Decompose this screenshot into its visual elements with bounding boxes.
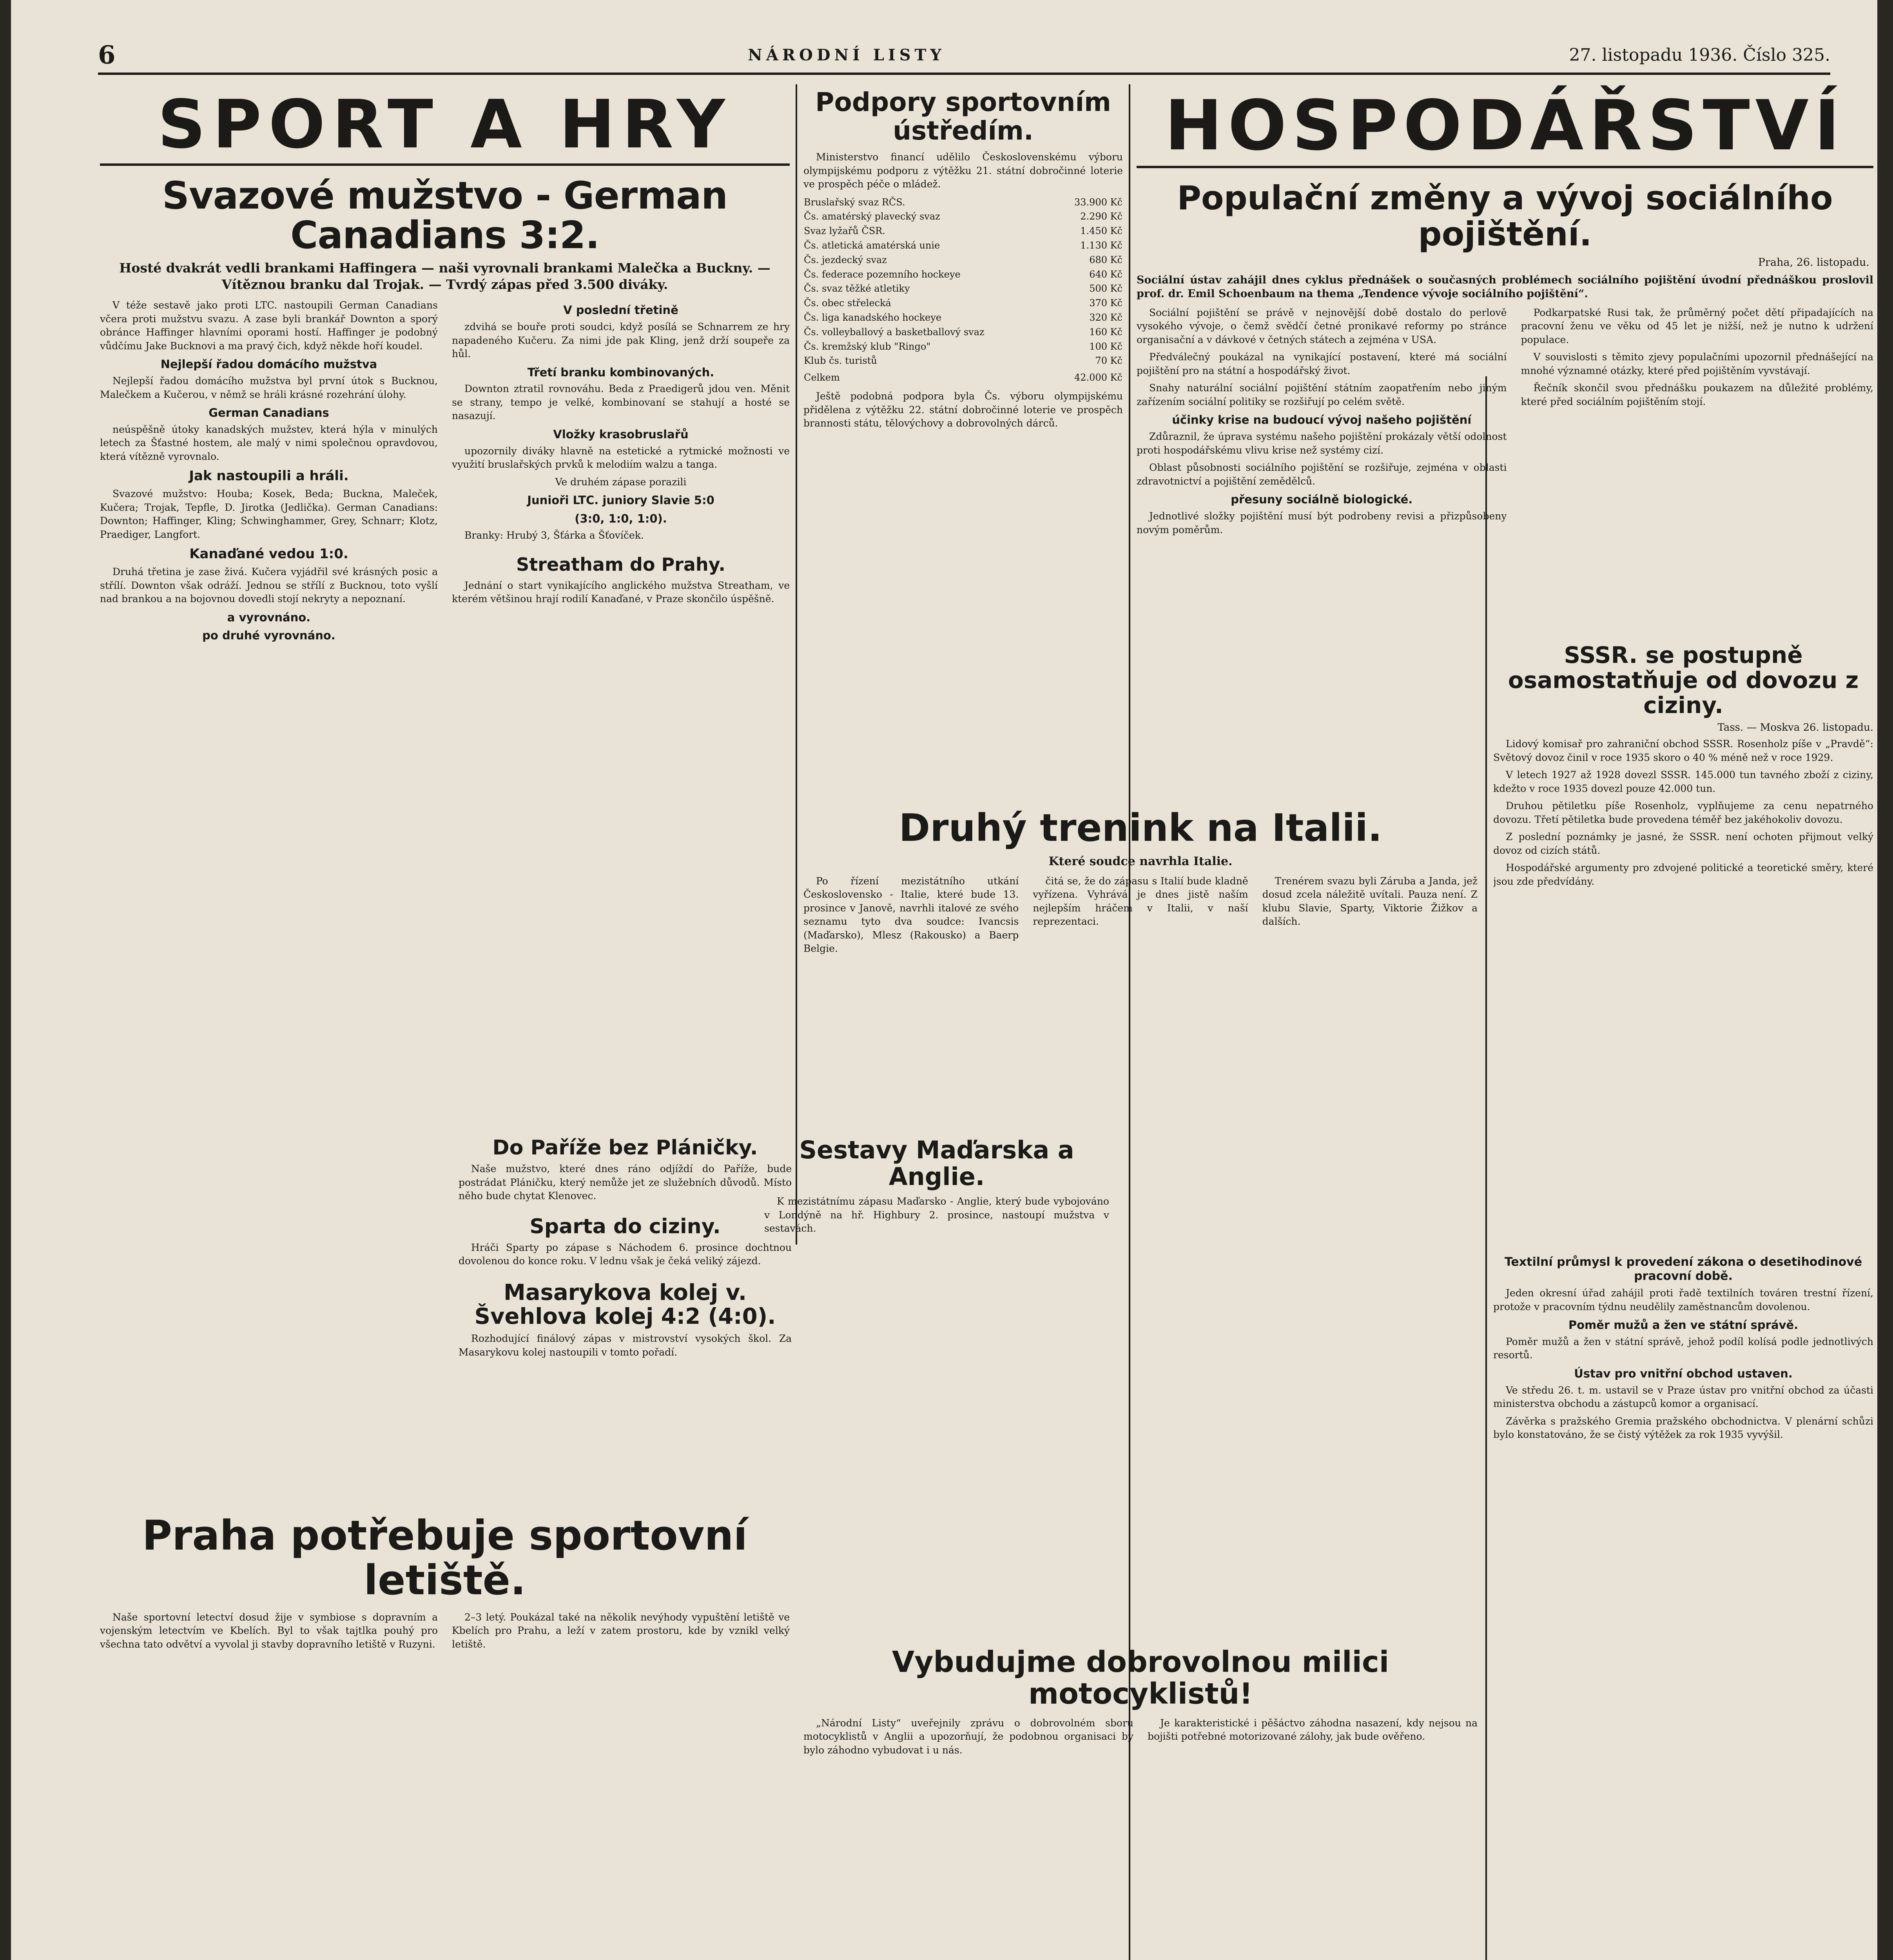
letiste-article bbox=[100, 1513, 790, 1960]
paragraph: Jeden okresní úřad zahájil proti řadě textilních továren trestní řízení, protože v pracovním týdnu neudělily zaměstnancům dovolenou. bbox=[1493, 1287, 1873, 1312]
paragraph: 2–3 letý. Poukázal také na několik nevýhody vypuštění letiště ve Kbelích pro Prahu, a leží v zatem prostoru, kde by vznikl velký letiště. bbox=[452, 1611, 790, 1650]
subheading: Jak nastoupili a hráli. bbox=[189, 468, 349, 484]
motocyklisti-article bbox=[803, 1646, 1478, 1960]
article-column bbox=[1493, 737, 1873, 892]
subsidy-row bbox=[803, 296, 1123, 310]
subheading: Kanaďané vedou 1:0. bbox=[189, 546, 348, 562]
club-amount: 370 Kč bbox=[1089, 298, 1122, 309]
paragraph: Downton ztratil rovnováhu. Beda z Praedigerů jdou ven. Měnit se strany, tempo je velké, kombinovaní se stahují a hosté se nasazují. bbox=[452, 383, 790, 422]
scan-edge-left bbox=[0, 0, 11, 1960]
subsidy-row bbox=[803, 281, 1123, 296]
paragraph: Hospodářské argumenty pro zdvojené politické a teoretické směry, které jsou zde předvídány. bbox=[1493, 862, 1873, 887]
subsidy-row bbox=[803, 253, 1123, 267]
subheading: V poslední třetině bbox=[563, 303, 678, 317]
club-name: Čs. svaz těžké atletiky bbox=[804, 283, 910, 294]
club-name: Klub čs. turistů bbox=[804, 355, 877, 367]
page-number: 6 bbox=[98, 40, 116, 70]
subheading: Textilní průmysl k provedení zákona o desetihodinové pracovní době. bbox=[1504, 1255, 1862, 1283]
subheading: Poměr mužů a žen ve státní správě. bbox=[1568, 1318, 1799, 1332]
sport-main-article bbox=[100, 84, 790, 1241]
subheading: účinky krise na budoucí vývoj našeho pojištění bbox=[1172, 413, 1472, 427]
subheading: přesuny sociálně biologické. bbox=[1231, 493, 1413, 506]
paragraph: Ministerstvo financí udělilo Československému výboru olympijskému podporu z výtěžku 21. státní dobročinné loterie ve prospěch péče o mládež. bbox=[803, 151, 1123, 190]
subheading: Junioři LTC. juniory Slavie 5:0 bbox=[527, 494, 714, 507]
club-amount: 500 Kč bbox=[1089, 283, 1122, 294]
paragraph: Podkarpatské Rusi tak, že průměrný počet dětí připadajících na pracovní ženu ve věku od 45 let je nižší, než je nutno k udržení populace. bbox=[1521, 307, 1873, 345]
subsidy-row bbox=[803, 238, 1123, 253]
club-amount: 680 Kč bbox=[1089, 254, 1122, 265]
club-amount: 33.900 Kč bbox=[1074, 196, 1122, 208]
hospodarstvi-headline: Populační změny a vývoj sociálního pojištění. bbox=[1177, 179, 1833, 254]
club-name: Čs. amatérský plavecký svaz bbox=[804, 211, 940, 222]
paragraph: neúspěšně útoky kanadských mužstev, která hýla v minulých letech za Šťastné hostem, ale malý v nimi společnou opravdovou, která vítězně vyrovnalo. bbox=[100, 423, 438, 462]
masthead: NÁRODNÍ LISTY bbox=[748, 45, 945, 64]
sestavy-article bbox=[764, 1137, 1109, 1568]
paragraph: Jednotlivé složky pojištění musí být podrobeny revisi a přizpůsobeny novým poměrům. bbox=[1137, 510, 1507, 535]
page-header bbox=[98, 37, 1830, 75]
article-column bbox=[459, 1162, 792, 1207]
article-column bbox=[452, 299, 790, 1240]
hospodarstvi-section-title: HOSPODÁŘSTVÍ bbox=[1137, 84, 1873, 168]
paragraph: Po řízení mezistátního utkání Československo - Italie, které bude 13. prosince v Janově, navrhli italové ze svého seznamu tyto dva soudce: Ivancsis (Maďarsko), Mlesz (Rakousko) a Baerp Belgie. bbox=[803, 875, 1019, 955]
paragraph: Svazové mužstvo: Houba; Kosek, Beda; Buckna, Maleček, Kučera; Trojak, Tepfle, D. Jirotka (Jedlička). German Canadians: Downton; Haffinger, Kling; Schwinghammer, Grey, Schnarr; Klotz, Praediger, Langfort. bbox=[100, 488, 438, 540]
paragraph: V téže sestavě jako proti LTC. nastoupili German Canadians včera proti mužstvu svazu. A zase byli brankář Downton a sporý obránce Haffinger hlavními oporami hostí. Haffinger je podobný vůdčímu Jake Bucknovi a ma pravý čich, když někde hoří koudel. bbox=[100, 299, 438, 352]
paragraph: Ještě podobná podpora byla Čs. výboru olympijskému přidělena z výtěžku 22. státní dobročinné loterie ve prospěch brannosti státu, tělovýchovy a dobrovolných dárců. bbox=[803, 390, 1123, 429]
paragraph: Trenérem svazu byli Záruba a Janda, jež dosud zcela náležitě uvítali. Pauza není. Z klubu Slavie, Sparty, Viktorie Žižkov a dalších. bbox=[1262, 875, 1478, 927]
paragraph: Sociální pojištění se právě v nejnovější době dostalo do perlově vysokého vývoje, o čemž svědčí četné pronikavé reformy po stránce organisační a v dávkové v četných státech a zejména v USA. bbox=[1137, 307, 1507, 345]
sssr-article bbox=[1493, 643, 1873, 1247]
issue-date: 27. listopadu 1936. Číslo 325. bbox=[1569, 45, 1830, 65]
article-column bbox=[803, 151, 1123, 434]
paragraph: Branky: Hrubý 3, Šťárka a Šťovíček. bbox=[464, 529, 644, 541]
club-amount: 2.290 Kč bbox=[1080, 211, 1122, 222]
paragraph: Z poslední poznámky je jasné, že SSSR. není ochoten přijmout velký dovoz od cizích států. bbox=[1493, 831, 1873, 856]
trenink-headline: Druhý trenink na Italii. bbox=[899, 808, 1382, 850]
sparta-headline: Sparta do ciziny. bbox=[529, 1214, 721, 1238]
paragraph: Ve středu 26. t. m. ustavil se v Praze ústav pro vnitřní obchod za účasti ministerstva obchodu a zástupců komor a organisací. bbox=[1493, 1384, 1873, 1410]
paragraph: zdvihá se bouře proti soudci, když posílá se Schnarrem ze hry napadeného Kučeru. Za nimi jde pak Kling, jenž drží soupeře za hůl. bbox=[452, 321, 790, 360]
club-amount: 100 Kč bbox=[1089, 341, 1122, 352]
subsidy-row bbox=[803, 339, 1123, 354]
paragraph: K mezistátnímu zápasu Maďarsko - Anglie, který bude vybojováno v Londýně na hř. Highbury 2. prosince, nastoupí mužstva v sestavách. bbox=[764, 1196, 1109, 1234]
subheading: Třetí branku kombinovaných. bbox=[527, 365, 714, 379]
subheading: Streatham do Prahy. bbox=[516, 554, 725, 575]
podpory-headline: Podpory sportovním ústředím. bbox=[815, 88, 1111, 146]
article-column bbox=[1137, 306, 1507, 1200]
paragraph: čitá se, že do zápasu s Italií bude kladně vyřízena. Vyhrává je dnes jistě naším nejlepším hráčem v Italii, v naší reprezentaci. bbox=[1033, 875, 1248, 927]
paragraph: Řečník skončil svou přednášku poukazem na důležité problémy, které před sociálním pojištěním stojí. bbox=[1521, 382, 1873, 407]
total-amount: 42.000 Kč bbox=[1074, 372, 1122, 383]
club-amount: 640 Kč bbox=[1089, 269, 1122, 280]
dateline: Praha, 26. listopadu. bbox=[1758, 256, 1869, 269]
paragraph: Je karakteristické i pěšáctvo záhodna nasazení, kdy nejsou na bojišti potřebné motorizované zálohy, jak bude ověřeno. bbox=[1148, 1717, 1478, 1742]
paragraph: Naše sportovní letectví dosud žije v symbiose s dopravním a vojenským letectvím ve Kbelích. Byl to však tajtlka pouhý pro všechna tato odvětví a vyvolal ji stavby dopravního letiště v Ruzyni. bbox=[100, 1611, 438, 1650]
paragraph: Snahy naturální sociální pojištění státním zaopatřením nebo jiným zařízením sociální politiky se rozšiřují po celém světě. bbox=[1137, 382, 1507, 407]
article-column bbox=[452, 1611, 790, 1655]
subheading: Ústav pro vnitřní obchod ustaven. bbox=[1574, 1367, 1793, 1380]
subsidy-row bbox=[803, 325, 1123, 339]
article-column bbox=[1493, 1287, 1873, 1446]
subheading: German Canadians bbox=[209, 406, 329, 420]
paragraph: Předválečný poukázal na vynikající postavení, které má sociální pojištění pro na státní a hospodářský život. bbox=[1137, 351, 1507, 376]
paragraph: Lidový komisař pro zahraniční obchod SSSR. Rosenholz píše v „Pravdě“: Světový dovoz činil v roce 1935 skoro o 40 % méně než v roce 1929. bbox=[1493, 738, 1873, 763]
sssr-headline: SSSR. se postupně osamostatňuje od dovozu z ciziny. bbox=[1508, 643, 1859, 719]
paragraph: Naše mužstvo, které dnes ráno odjíždí do Paříže, bude postrádat Pláničku, který nemůže jet ze služebních důvodů. Místo něho bude chytat Klenovec. bbox=[459, 1163, 792, 1202]
club-amount: 160 Kč bbox=[1089, 326, 1122, 338]
lead-paragraph: Sociální ústav zahájil dnes cyklus přednášek o současných problémech sociálního pojištění úvodní přednáškou proslovil prof. dr. Emil Schoenbaum na thema „Tendence vývoje sociálního pojištění“. bbox=[1137, 274, 1873, 300]
club-name: Bruslařský svaz RČS. bbox=[804, 196, 905, 208]
paragraph: Jednání o start vynikajícího anglického mužstva Streatham, ve kterém většinou hrají rodilí Kanaďané, v Praze skončilo úspěšně. bbox=[452, 579, 790, 605]
club-name: Čs. liga kanadského hockeye bbox=[804, 312, 942, 323]
paragraph: V souvislosti s těmito zjevy populačními upozornil přednášející na mnohé významné otázky, které před pojištěním vyvstávají. bbox=[1521, 351, 1873, 376]
subheading: a vyrovnáno. bbox=[227, 610, 311, 624]
subheading: Nejlepší řadou domácího mužstva bbox=[160, 358, 377, 371]
subsidy-row bbox=[803, 209, 1123, 224]
article-column bbox=[100, 1611, 438, 1655]
subheading: (3:0, 1:0, 1:0). bbox=[575, 512, 667, 526]
article-column bbox=[764, 1195, 1109, 1240]
podpory-article bbox=[803, 88, 1123, 806]
club-amount: 1.130 Kč bbox=[1080, 240, 1122, 251]
textilni-article bbox=[1493, 1250, 1873, 1960]
club-name: Čs. volleyballový a basketballový svaz bbox=[804, 326, 985, 338]
subheading: Vložky krasobruslařů bbox=[553, 427, 689, 441]
sport-section-title: SPORT A HRY bbox=[100, 84, 790, 166]
club-name: Čs. obec střelecká bbox=[804, 298, 891, 309]
paragraph: V letech 1927 až 1928 dovezl SSSR. 145.000 tun tavného zboží z ciziny, kdežto v roce 1935 dovezl pouze 42.000 tun. bbox=[1493, 769, 1873, 794]
column-divider bbox=[796, 84, 797, 1245]
masarykova-headline: Masarykova kolej v. Švehlova kolej 4:2 (4:0). bbox=[474, 1279, 776, 1330]
paragraph: Rozhodující finálový zápas v mistrovství vysokých škol. Za Masarykovu kolej nastoupili v tomto pořadí. bbox=[459, 1333, 792, 1358]
club-name: Čs. federace pozemního hockeye bbox=[804, 269, 961, 280]
pariz-headline: Do Paříže bez Pláničky. bbox=[492, 1137, 758, 1160]
paragraph: Druhá třetina je zase živá. Kučera vyjádřil své krásných posic a střílí. Downton však odráží. Jednou se střílí z Bucknou, toto vyšlí nad brankou a na bojovnou dovedli stojí nekryty a nepoznaní. bbox=[100, 566, 438, 605]
club-name: Čs. kremžský klub "Ringo" bbox=[804, 341, 931, 352]
total-label: Celkem bbox=[804, 372, 840, 383]
paragraph: Poměr mužů a žen v státní správě, jehož podíl kolísá podle jednotlivých resortů. bbox=[1493, 1336, 1873, 1361]
subsidy-row bbox=[803, 195, 1123, 210]
club-name: Čs. jezdecký svaz bbox=[804, 254, 887, 265]
letiste-headline: Praha potřebuje sportovní letiště. bbox=[142, 1513, 748, 1604]
motocyklisti-headline: Vybudujme dobrovolnou milici motocyklistů! bbox=[892, 1646, 1389, 1711]
paragraph: Nejlepší řadou domácího mužstva byl první útok s Bucknou, Malečkem a Kučerou, v němž se hráli krásné rozehrání úlohy. bbox=[100, 375, 438, 400]
paragraph: upozornily diváky hlavně na estetické a rytmické možnosti ve využití bruslařských prvků k melodiím walzu a tanga. bbox=[452, 445, 790, 470]
subsidy-row bbox=[803, 354, 1123, 368]
paragraph: Závěrka s pražského Gremia pražského obchodnictva. V plenární schůzi bylo konstatováno, že se čistý výtěžek za rok 1935 vyvýšil. bbox=[1493, 1415, 1873, 1441]
caption: Ve druhém zápase porazili bbox=[555, 476, 687, 488]
sestavy-headline: Sestavy Maďarska a Anglie. bbox=[799, 1137, 1074, 1191]
article-column bbox=[803, 1717, 1133, 1761]
subsidy-row bbox=[803, 224, 1123, 238]
subsidy-total bbox=[803, 370, 1123, 385]
trenink-subhead: Které soudce navrhla Italie. bbox=[1048, 854, 1233, 868]
club-amount: 70 Kč bbox=[1095, 355, 1122, 367]
article-column bbox=[803, 875, 1019, 960]
article-column bbox=[459, 1332, 792, 1363]
paragraph: Oblast působnosti sociálního pojištění se rozšiřuje, zejména v oblasti zdravotnictví a pojištění zemědělců. bbox=[1137, 462, 1507, 487]
subsidy-row bbox=[803, 267, 1123, 282]
article-column bbox=[100, 299, 438, 1240]
club-name: Čs. atletická amatérská unie bbox=[804, 240, 940, 251]
club-amount: 1.450 Kč bbox=[1080, 225, 1122, 237]
club-name: Svaz lyžařů ČSR. bbox=[804, 225, 885, 237]
main-subhead: Hosté dvakrát vedli brankami Haffingera — naši vyrovnali brankami Malečka a Buckny. — Vítěznou branku dal Trojak. — Tvrdý zápas před 3.500 diváky. bbox=[119, 260, 771, 292]
club-amount: 320 Kč bbox=[1089, 312, 1122, 323]
scan-edge-right bbox=[1877, 0, 1893, 1960]
paragraph: Hráči Sparty po zápase s Náchodem 6. prosince dochtnou dovolenou do konce roku. V lednu však je čeká veliký zájezd. bbox=[459, 1241, 792, 1267]
subsidy-row bbox=[803, 310, 1123, 325]
subheading: po druhé vyrovnáno. bbox=[202, 629, 335, 642]
paragraph: Druhou pětiletku píše Rosenholz, vyplňujeme za cenu nepatrného dovozu. Třetí pětiletka bude provedena téměř bez jakéhokoliv dovozu. bbox=[1493, 800, 1873, 825]
paragraph: „Národní Listy“ uveřejnily zprávu o dobrovolném sboru motocyklistů v Anglii a upozorňují, že podobnou organisaci by bylo záhodno vybudovat i u nás. bbox=[803, 1717, 1133, 1756]
paragraph: Zdůraznil, že úprava systému našeho pojištění prokázaly větší odolnost proti hospodářskému vlivu krise než systémy cizí. bbox=[1137, 431, 1507, 456]
article-column bbox=[459, 1241, 792, 1272]
article-column bbox=[1148, 1717, 1478, 1761]
main-headline: Svazové mužstvo - German Canadians 3:2. bbox=[162, 174, 728, 257]
dateline: Tass. — Moskva 26. listopadu. bbox=[1717, 722, 1873, 734]
subsidy-table bbox=[803, 195, 1123, 368]
